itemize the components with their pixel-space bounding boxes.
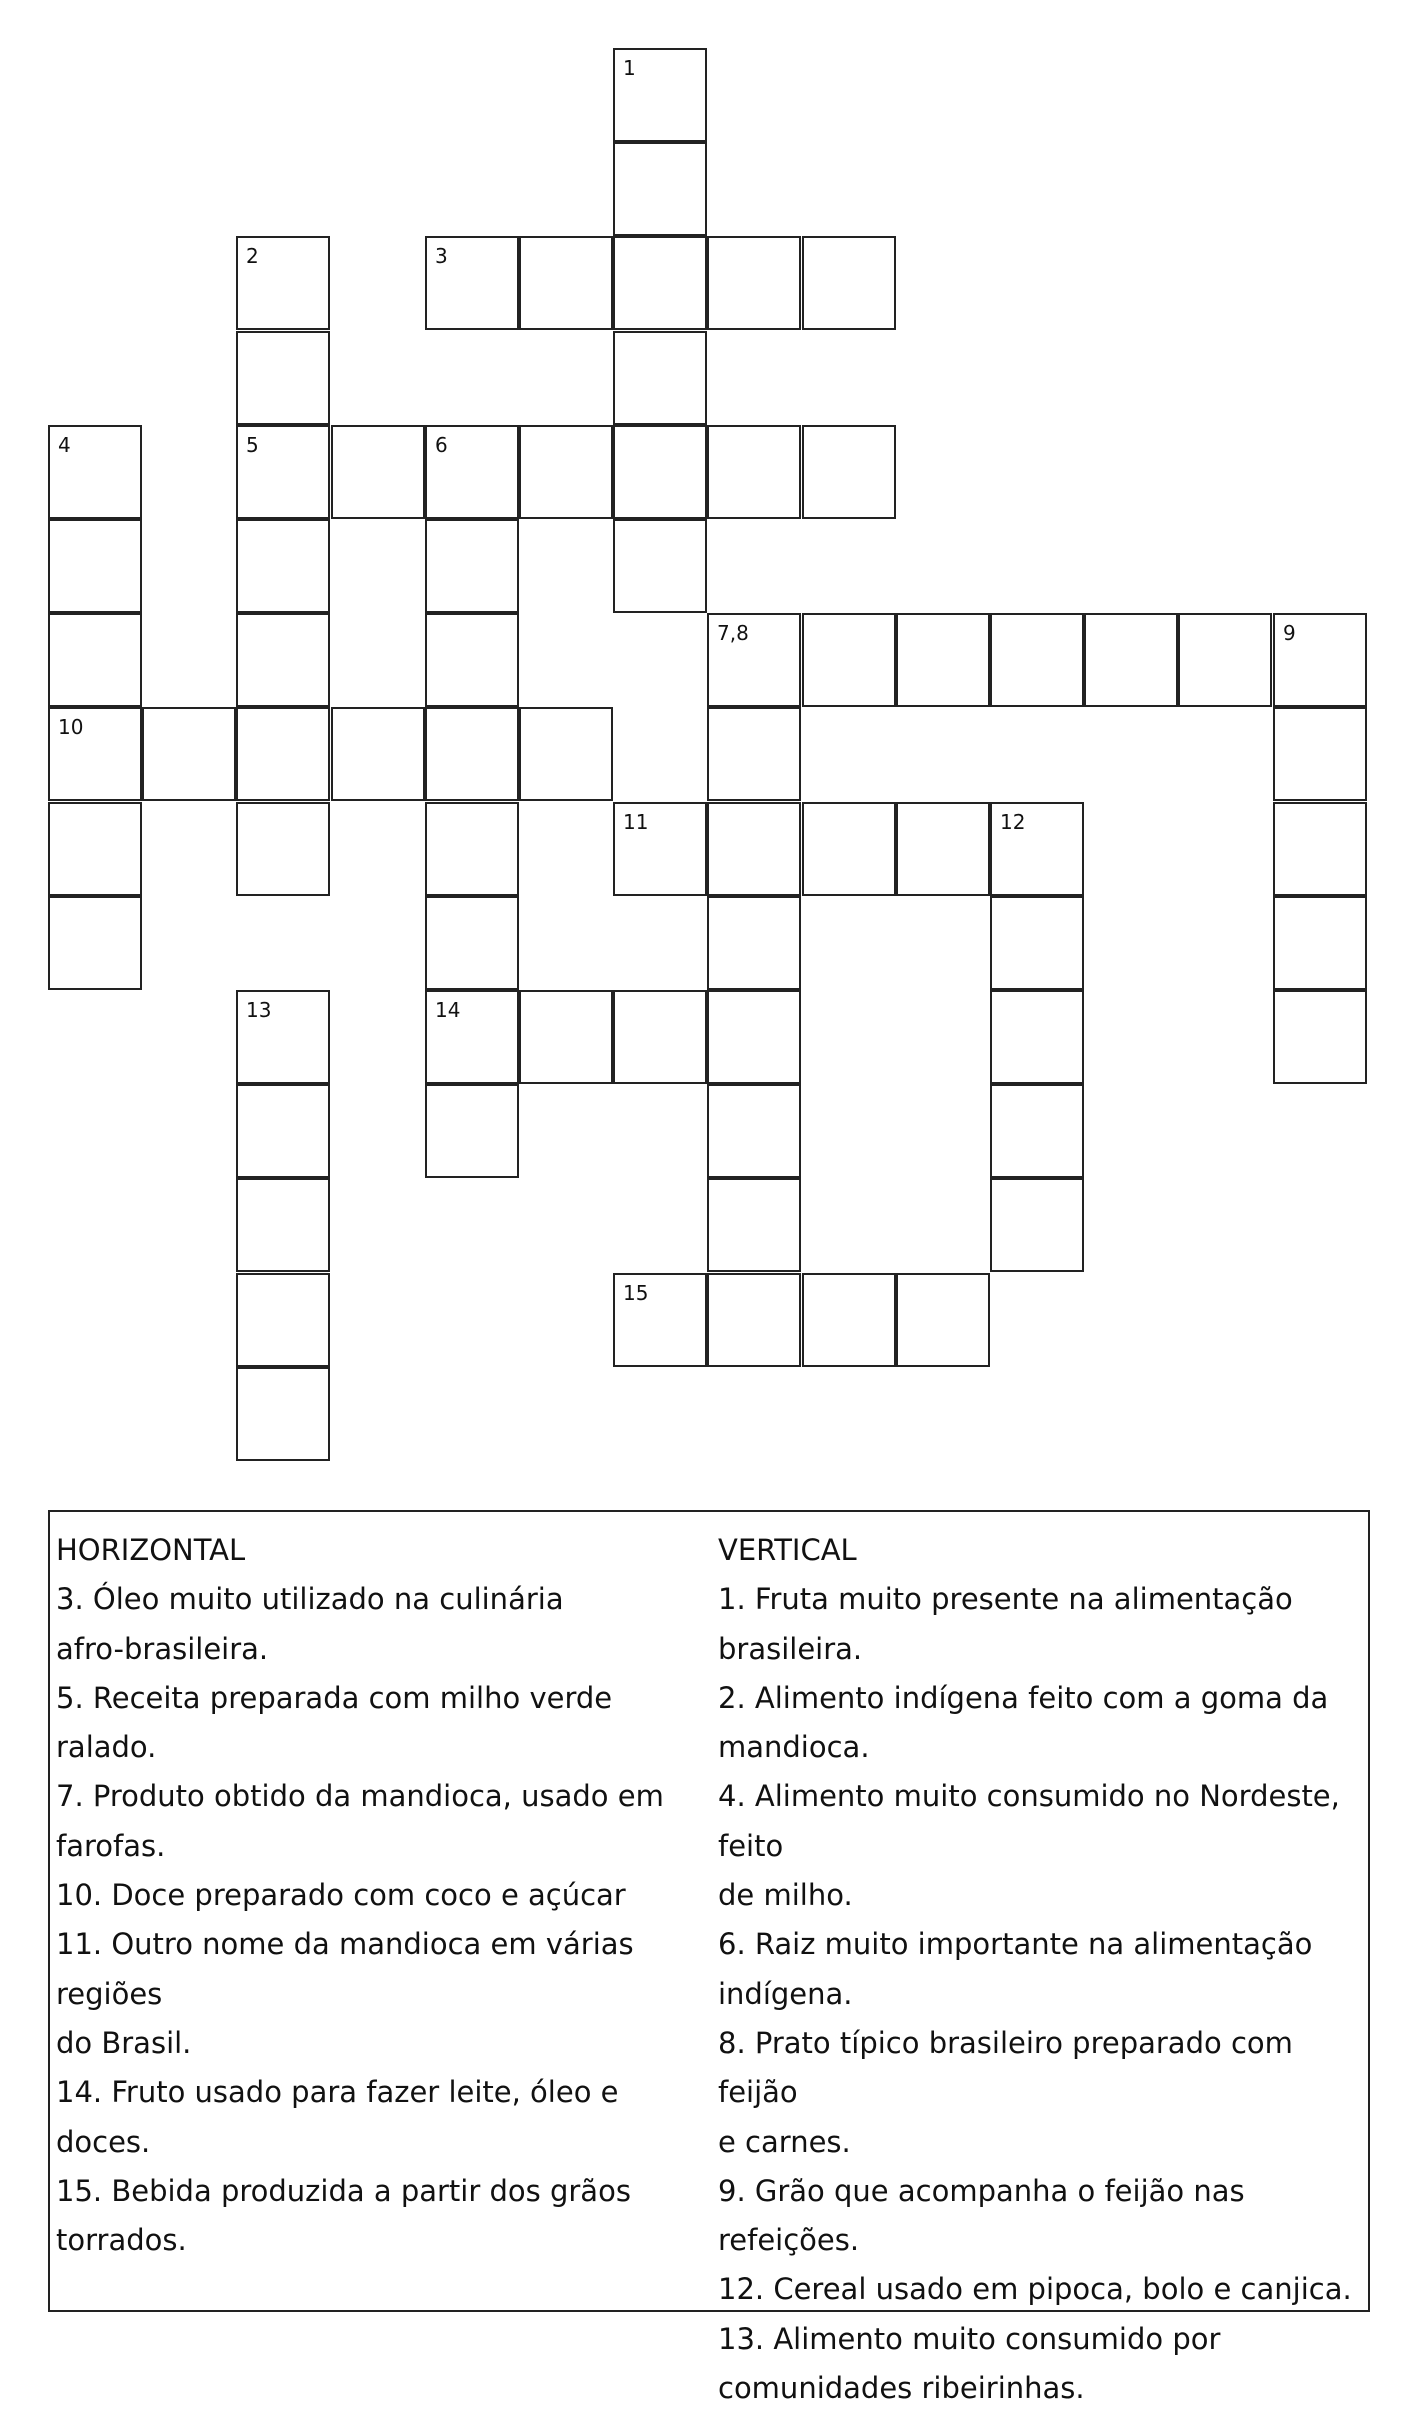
crossword-cell[interactable] — [236, 519, 330, 613]
clue-line: farofas. — [56, 1828, 166, 1863]
crossword-cell[interactable] — [990, 1178, 1084, 1272]
crossword-cell-15[interactable] — [613, 1273, 707, 1367]
crossword-cell[interactable] — [1273, 802, 1367, 896]
horizontal-title: HORIZONTAL — [56, 1533, 246, 1567]
crossword-cell-1[interactable] — [613, 48, 707, 142]
crossword-cell[interactable] — [425, 707, 519, 801]
clue-line: 5. Receita preparada com milho verde ralado. — [56, 1680, 613, 1765]
crossword-cell[interactable] — [707, 707, 801, 801]
clue-number: 14 — [435, 998, 461, 1022]
clue-line: 14. Fruto usado para fazer leite, óleo e doces. — [56, 2075, 619, 2159]
crossword-cell[interactable] — [519, 425, 613, 519]
crossword-cell[interactable] — [1178, 613, 1272, 707]
crossword-cell[interactable] — [613, 236, 707, 330]
crossword-cell[interactable] — [425, 802, 519, 896]
crossword-cell[interactable] — [802, 613, 896, 707]
crossword-cell[interactable] — [613, 142, 707, 236]
crossword-cell-5[interactable] — [236, 425, 330, 519]
clue-number: 15 — [623, 1281, 649, 1305]
crossword-cell[interactable] — [707, 236, 801, 330]
clues-box — [48, 1510, 1370, 2406]
crossword-cell[interactable] — [802, 802, 896, 896]
crossword-cell[interactable] — [236, 331, 330, 425]
crossword-cell[interactable] — [236, 707, 330, 801]
crossword-cell[interactable] — [331, 707, 425, 801]
crossword-cell-14[interactable] — [425, 990, 519, 1084]
clue-line: torrados. — [56, 2223, 187, 2258]
clue-number: 13 — [246, 998, 272, 1022]
crossword-cell[interactable] — [142, 707, 236, 801]
clue-line: indígena. — [718, 1976, 853, 2011]
crossword-cell[interactable] — [1273, 707, 1367, 801]
crossword-cell[interactable] — [990, 1084, 1084, 1178]
crossword-cell[interactable] — [1273, 990, 1367, 1084]
crossword-cell[interactable] — [425, 613, 519, 707]
clue-line: 13. Alimento muito consumido por — [718, 2321, 1221, 2356]
crossword-cell[interactable] — [425, 519, 519, 613]
crossword-cell-13[interactable] — [236, 990, 330, 1084]
clue-line: 11. Outro nome da mandioca em várias regiões — [56, 1927, 634, 2011]
crossword-cell[interactable] — [896, 1273, 990, 1367]
crossword-cell[interactable] — [236, 1367, 330, 1461]
crossword-cell[interactable] — [707, 802, 801, 896]
clue-number: 3 — [435, 244, 448, 268]
clue-number: 11 — [623, 810, 649, 834]
clue-line: 6. Raiz muito importante na alimentação — [718, 1927, 1313, 1962]
crossword-cell[interactable] — [425, 1084, 519, 1178]
clue-line: 15. Bebida produzida a partir dos grãos — [56, 2173, 631, 2208]
crossword-cell[interactable] — [802, 1273, 896, 1367]
crossword-cell[interactable] — [613, 425, 707, 519]
crossword-cell[interactable] — [519, 236, 613, 330]
clue-line: 12. Cereal usado em pipoca, bolo e canjica. — [718, 2272, 1352, 2307]
crossword-cell[interactable] — [236, 1178, 330, 1272]
crossword-cell[interactable] — [896, 802, 990, 896]
crossword-cell[interactable] — [707, 1178, 801, 1272]
crossword-cell[interactable] — [236, 1273, 330, 1367]
clue-number: 9 — [1283, 621, 1296, 645]
crossword-cell-10[interactable] — [48, 707, 142, 801]
clue-line: mandioca. — [718, 1730, 870, 1765]
clue-line: 9. Grão que acompanha o feijão nas refeições. — [718, 2173, 1245, 2258]
crossword-cell[interactable] — [236, 802, 330, 896]
crossword-cell[interactable] — [990, 896, 1084, 990]
clue-line: 3. Óleo muito utilizado na culinária — [56, 1582, 564, 1617]
crossword-cell[interactable] — [613, 990, 707, 1084]
crossword-cell[interactable] — [236, 1084, 330, 1178]
clue-line: 2. Alimento indígena feito com a goma da — [718, 1680, 1329, 1715]
clue-line: 1. Fruta muito presente na alimentação — [718, 1582, 1293, 1617]
crossword-cell[interactable] — [48, 896, 142, 990]
clue-line: 10. Doce preparado com coco e açúcar — [56, 1878, 626, 1913]
clue-number: 5 — [246, 433, 259, 457]
clue-number: 1 — [623, 56, 636, 80]
crossword-cell[interactable] — [48, 802, 142, 896]
crossword-cell[interactable] — [48, 613, 142, 707]
crossword-cell[interactable] — [990, 990, 1084, 1084]
crossword-cell-7-8[interactable] — [707, 613, 801, 707]
crossword-cell-12[interactable] — [990, 802, 1084, 896]
clue-number: 2 — [246, 244, 259, 268]
crossword-cell[interactable] — [1273, 896, 1367, 990]
clue-line: do Brasil. — [56, 2025, 192, 2060]
crossword-cell[interactable] — [707, 1273, 801, 1367]
crossword-cell[interactable] — [236, 613, 330, 707]
clue-line: e carnes. — [718, 2124, 851, 2159]
crossword-cell[interactable] — [990, 613, 1084, 707]
crossword-cell-11[interactable] — [613, 802, 707, 896]
crossword-cell[interactable] — [519, 990, 613, 1084]
crossword-cell[interactable] — [707, 896, 801, 990]
clue-line: brasileira. — [718, 1631, 863, 1666]
crossword-cell[interactable] — [707, 425, 801, 519]
clue-number: 10 — [58, 715, 84, 739]
clue-line: comunidades ribeirinhas. — [718, 2371, 1085, 2406]
crossword-cell-9[interactable] — [1273, 613, 1367, 707]
crossword-cell[interactable] — [1084, 613, 1178, 707]
clue-number: 12 — [1000, 810, 1026, 834]
crossword-cell[interactable] — [519, 707, 613, 801]
clue-line: de milho. — [718, 1878, 853, 1913]
clue-number: 6 — [435, 433, 448, 457]
clue-number: 4 — [58, 433, 71, 457]
crossword-cell-2[interactable] — [236, 236, 330, 330]
vertical-title: VERTICAL — [718, 1533, 857, 1567]
vertical-clues — [718, 1526, 1368, 2413]
crossword-cell[interactable] — [331, 425, 425, 519]
crossword-cell-6[interactable] — [425, 425, 519, 519]
crossword-cell-4[interactable] — [48, 425, 142, 519]
clue-line: 8. Prato típico brasileiro preparado com feijão — [718, 2025, 1293, 2110]
horizontal-clues — [56, 1526, 706, 2265]
crossword-cell[interactable] — [613, 519, 707, 613]
crossword-cell[interactable] — [613, 331, 707, 425]
clue-line: afro-brasileira. — [56, 1631, 269, 1666]
crossword-cell[interactable] — [896, 613, 990, 707]
clue-line: 4. Alimento muito consumido no Nordeste, feito — [718, 1779, 1340, 1863]
crossword-cell[interactable] — [707, 990, 801, 1084]
crossword-cell[interactable] — [802, 236, 896, 330]
clue-line: 7. Produto obtido da mandioca, usado em — [56, 1779, 664, 1814]
crossword-cell-3[interactable] — [425, 236, 519, 330]
crossword-cell[interactable] — [802, 425, 896, 519]
clue-number: 7,8 — [717, 621, 749, 645]
crossword-cell[interactable] — [707, 1084, 801, 1178]
crossword-cell[interactable] — [48, 519, 142, 613]
crossword-cell[interactable] — [425, 896, 519, 990]
